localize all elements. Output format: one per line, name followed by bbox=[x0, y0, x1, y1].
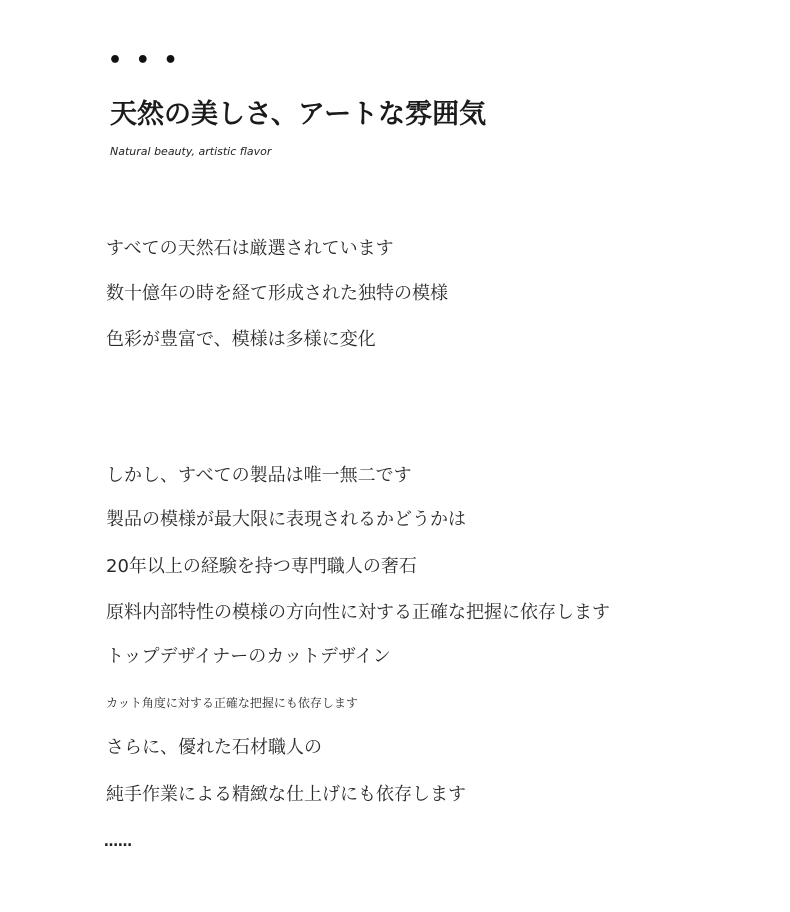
paragraph2-line-7: さらに、優れた石材職人の bbox=[106, 737, 322, 758]
page-subtitle: Natural beauty, artistic flavor bbox=[110, 145, 272, 158]
top-ellipsis: • • • bbox=[108, 48, 181, 73]
paragraph2-line-4: 原料内部特性の模様の方向性に対する正確な把握に依存します bbox=[106, 602, 610, 623]
paragraph2-line-2: 製品の模様が最大限に表現されるかどうかは bbox=[106, 509, 466, 530]
paragraph2-line-3: 20年以上の経験を持つ専門職人の奢石 bbox=[106, 556, 417, 577]
paragraph2-line-8: 純手作業による精緻な仕上げにも依存します bbox=[106, 784, 466, 805]
paragraph2-line-5: トップデザイナーのカットデザイン bbox=[106, 646, 391, 667]
paragraph1-line-2: 数十億年の時を経て形成された独特の模様 bbox=[106, 283, 448, 304]
bottom-ellipsis: …… bbox=[104, 834, 132, 850]
paragraph1-line-3: 色彩が豊富で、模様は多様に変化 bbox=[106, 329, 376, 350]
page-title: 天然の美しさ、アートな雰囲気 bbox=[110, 99, 487, 130]
paragraph2-line-6: カット角度に対する正確な把握にも依存します bbox=[106, 696, 358, 710]
paragraph2-line-1: しかし、すべての製品は唯一無二です bbox=[106, 465, 412, 486]
paragraph1-line-1: すべての天然石は厳選されています bbox=[106, 238, 394, 259]
